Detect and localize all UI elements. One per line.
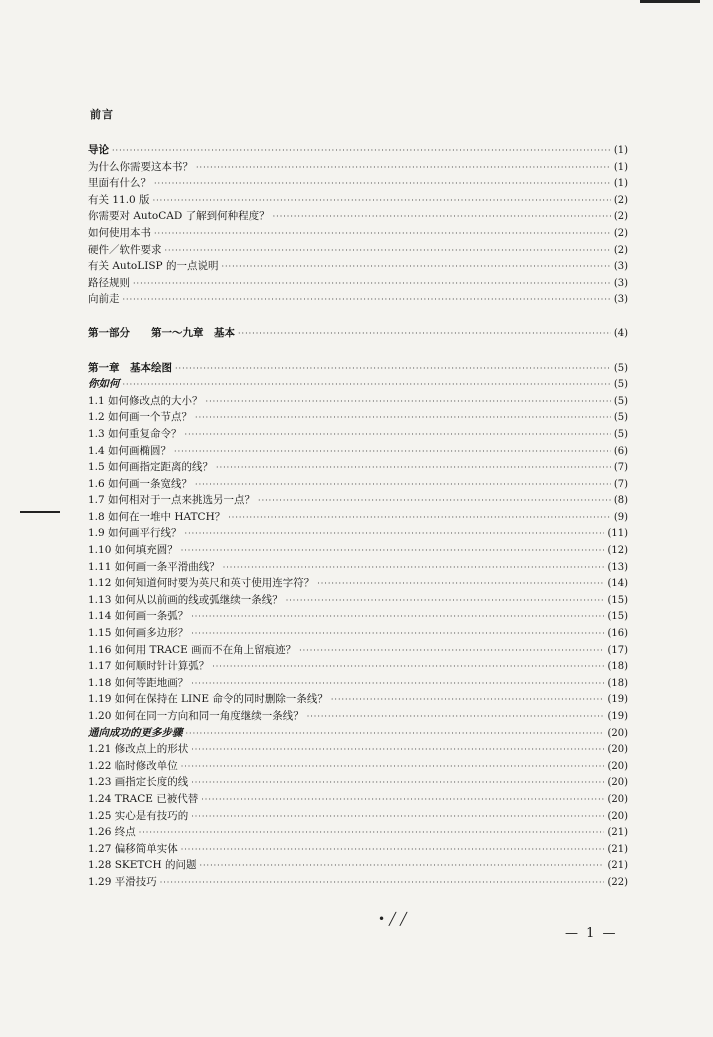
toc-entry [88, 509, 628, 526]
toc-dot-leader [186, 726, 605, 743]
toc-entry-label: 1.13 如何从以前画的线或弧继续一条线？ [88, 593, 283, 606]
toc-entry-label: 1.8 如何在一堆中 HATCH？ [88, 510, 226, 523]
toc-entry-label: 第一章 基本绘图 [88, 361, 172, 374]
top-edge-rule [640, 0, 700, 3]
toc-dot-leader [299, 643, 604, 660]
toc-dot-leader [185, 526, 605, 543]
toc-dot-leader [331, 692, 605, 709]
toc-entry-label: 第一部分 第一～九章 基本 [88, 326, 235, 339]
toc-dot-leader [154, 226, 611, 243]
toc-entry [88, 142, 628, 159]
toc-entry [88, 525, 628, 542]
toc-entry-label: 1.17 如何顺时针计算弧？ [88, 660, 210, 673]
toc-entry-page: (14) [607, 578, 628, 590]
toc-entry-page: (20) [607, 810, 628, 822]
toc-entry-label: 1.27 偏移简单实体 [88, 842, 178, 855]
toc-dot-leader [273, 209, 611, 226]
toc-entry [88, 791, 628, 808]
toc-dot-leader [216, 460, 611, 477]
toc-entry-label: 有关 AutoLISP 的一点说明 [88, 260, 219, 273]
toc-entry [88, 708, 628, 725]
toc-entry-label: 向前走 [88, 293, 120, 306]
toc-entry [88, 393, 628, 410]
toc-entry-page: (2) [613, 227, 628, 239]
toc-entry [88, 476, 628, 493]
toc-dot-leader [221, 259, 610, 276]
toc-dot-leader [133, 276, 611, 293]
toc-entry [88, 459, 628, 476]
toc-entry-label: 1.15 如何画多边形？ [88, 627, 189, 640]
toc-entry [88, 808, 628, 825]
toc-entry-page: (18) [607, 661, 628, 673]
toc-entry [88, 325, 628, 342]
toc-dot-leader [195, 410, 611, 427]
toc-entry [88, 175, 628, 192]
toc-entry-label: 导论 [88, 144, 109, 156]
toc-dot-leader [238, 326, 611, 343]
toc-entry-page: (20) [607, 727, 628, 739]
toc-entry-label: 如何使用本书 [88, 226, 151, 239]
toc-dot-leader [154, 176, 611, 193]
toc-entry-label: 路径规则 [88, 276, 130, 289]
toc-entry-label: 1.3 如何重复命令？ [88, 427, 182, 440]
toc-dot-leader [191, 676, 604, 693]
toc-entry-label: 1.4 如何画椭圆？ [88, 444, 172, 457]
toc-entry-page: (22) [607, 876, 628, 888]
toc-entry-page: (5) [613, 379, 628, 391]
toc-entry-page: (9) [613, 511, 628, 523]
toc-entry-page: (5) [613, 362, 628, 374]
toc-entry [88, 608, 628, 625]
toc-entry-label: 1.5 如何画指定距离的线？ [88, 461, 214, 474]
toc-entry-label: 1.6 如何画一条宽线？ [88, 477, 193, 490]
toc-dot-leader [123, 377, 611, 394]
toc-entry [88, 824, 628, 841]
toc-entry [88, 625, 628, 642]
toc-entry-page: (11) [607, 528, 628, 540]
toc-dot-leader [191, 775, 604, 792]
toc-entry [88, 426, 628, 443]
toc-entry-label: 1.24 TRACE 已被代替 [88, 792, 199, 805]
toc-dot-leader [317, 576, 604, 593]
toc-entry-page: (5) [613, 428, 628, 440]
toc-entry-page: (3) [613, 294, 628, 306]
toc-entry-page: (6) [613, 445, 628, 457]
toc-entry-label: 1.22 临时修改单位 [88, 759, 178, 772]
toc-entry-label: 1.9 如何画平行线？ [88, 527, 182, 540]
toc-entry-label: 硬件／软件要求 [88, 243, 162, 256]
toc-dot-leader [195, 477, 611, 494]
toc-entry-label: 1.1 如何修改点的大小？ [88, 394, 203, 407]
toc-entry-label: 1.14 如何画一条弧？ [88, 610, 189, 623]
toc-entry-page: (20) [607, 793, 628, 805]
toc-dot-leader [206, 394, 611, 411]
toc-entry [88, 159, 628, 176]
toc-entry-page: (1) [613, 145, 628, 156]
toc-entry-page: (15) [607, 611, 628, 623]
toc-entry-page: (2) [613, 211, 628, 223]
toc-entry-label: 你需要对 AutoCAD 了解到何种程度？ [88, 210, 270, 223]
toc-entry [88, 575, 628, 592]
toc-entry-label: 1.20 如何在同一方向和同一角度继续一条线？ [88, 710, 304, 722]
toc-entry [88, 841, 628, 858]
toc-entry [88, 258, 628, 275]
toc-entry-page: (20) [607, 760, 628, 772]
toc-dot-leader [212, 659, 604, 676]
toc-entry-label: 1.19 如何在保持在 LINE 命令的同时删除一条线？ [88, 693, 328, 706]
toc-entry [88, 874, 628, 891]
page-title: 前言 [90, 108, 114, 121]
toc-dot-leader [228, 510, 611, 527]
toc-dot-leader [191, 626, 604, 643]
toc-entry-label: 1.10 如何填充圆？ [88, 544, 178, 557]
toc-entry-label: 1.18 如何等距地画？ [88, 676, 189, 689]
toc-entry-page: (18) [607, 677, 628, 689]
toc-entry [88, 242, 628, 259]
toc-entry [88, 225, 628, 242]
toc-entry-label: 1.25 实心是有技巧的 [88, 809, 189, 822]
toc-dot-leader [191, 809, 604, 826]
toc-entry [88, 409, 628, 426]
toc-entry-page: (19) [607, 711, 628, 722]
toc-entry-label: 1.29 平滑技巧 [88, 875, 157, 888]
toc-dot-leader [181, 842, 605, 859]
toc-entry-page: (16) [607, 628, 628, 640]
toc-entry-page: (12) [607, 545, 628, 557]
toc-dot-leader [160, 875, 605, 892]
toc-dot-leader [112, 143, 611, 160]
toc-entry [88, 542, 628, 559]
toc-dot-leader [123, 292, 611, 309]
toc-entry-page: (4) [613, 327, 628, 339]
toc-entry-page: (15) [607, 594, 628, 606]
toc-entry [88, 492, 628, 509]
toc-entry [88, 443, 628, 460]
footer-scribble: • ╱ ╱ [378, 912, 408, 926]
toc-dot-leader [286, 593, 605, 610]
toc-entry-label: 1.12 如何知道何时要为英尺和英寸使用连字符？ [88, 577, 315, 590]
toc-dot-leader [196, 160, 611, 177]
toc-entry-page: (5) [613, 395, 628, 407]
page-number: — 1 — [565, 926, 618, 941]
toc-entry-page: (5) [613, 412, 628, 424]
toc-entry-page: (3) [613, 261, 628, 273]
toc-entry-label: 1.11 如何画一条平滑曲线？ [88, 560, 220, 573]
toc-entry-label: 你如何 [88, 378, 120, 391]
margin-scan-mark [20, 511, 60, 513]
toc-entry-page: (3) [613, 277, 628, 289]
toc-dot-leader [181, 543, 605, 560]
toc-entry [88, 691, 628, 708]
toc-dot-leader [199, 858, 604, 875]
toc-entry [88, 675, 628, 692]
toc-entry-label: 1.21 修改点上的形状 [88, 743, 189, 756]
toc-entry-page: (21) [607, 860, 628, 872]
toc-entry [88, 758, 628, 775]
toc-entry-page: (1) [613, 178, 628, 190]
toc-entry-page: (20) [607, 744, 628, 756]
toc-entry-page: (21) [607, 827, 628, 839]
toc-dot-leader [153, 193, 611, 210]
toc-entry-label: 1.26 终点 [88, 826, 136, 839]
toc-entry-page: (8) [613, 495, 628, 507]
toc-entry-page: (20) [607, 777, 628, 789]
toc-entry [88, 360, 628, 377]
toc-dot-leader [165, 243, 611, 260]
toc-dot-leader [258, 493, 611, 510]
toc-entry-label: 1.16 如何用 TRACE 画而不在角上留痕迹？ [88, 643, 297, 656]
table-of-contents [88, 142, 628, 891]
toc-entry-page: (1) [613, 161, 628, 173]
toc-dot-leader [191, 742, 604, 759]
toc-entry [88, 208, 628, 225]
toc-dot-leader [223, 560, 605, 577]
toc-entry-page: (17) [607, 644, 628, 656]
toc-entry-page: (7) [613, 478, 628, 490]
toc-entry-label: 1.23 画指定长度的线 [88, 776, 189, 789]
toc-entry-page: (19) [607, 694, 628, 706]
toc-entry [88, 741, 628, 758]
toc-entry-label: 为什么你需要这本书？ [88, 160, 193, 173]
toc-entry-page: (2) [613, 244, 628, 256]
toc-entry-label: 里面有什么？ [88, 177, 151, 190]
toc-entry-page: (13) [607, 561, 628, 573]
toc-entry-label: 通向成功的更多步骤 [88, 726, 183, 739]
toc-entry [88, 592, 628, 609]
toc-entry [88, 658, 628, 675]
toc-entry [88, 192, 628, 209]
toc-entry [88, 275, 628, 292]
toc-dot-leader [181, 759, 605, 776]
toc-entry-label: 有关 11.0 版 [88, 193, 150, 206]
toc-dot-leader [139, 825, 605, 842]
toc-entry [88, 725, 628, 742]
toc-entry [88, 642, 628, 659]
toc-entry [88, 376, 628, 393]
toc-entry [88, 291, 628, 308]
toc-dot-leader [174, 444, 611, 461]
toc-entry-page: (2) [613, 194, 628, 206]
toc-entry [88, 559, 628, 576]
toc-dot-leader [307, 709, 605, 726]
toc-entry-label: 1.7 如何相对于一点来挑选另一点？ [88, 494, 256, 507]
toc-entry [88, 857, 628, 874]
toc-dot-leader [185, 427, 611, 444]
toc-dot-leader [191, 609, 604, 626]
toc-entry-page: (21) [607, 843, 628, 855]
toc-entry-label: 1.28 SKETCH 的问题 [88, 859, 197, 872]
toc-entry-label: 1.2 如何画一个节点？ [88, 411, 193, 424]
toc-dot-leader [201, 792, 604, 809]
toc-dot-leader [175, 361, 611, 378]
toc-entry-page: (7) [613, 462, 628, 474]
toc-entry [88, 774, 628, 791]
